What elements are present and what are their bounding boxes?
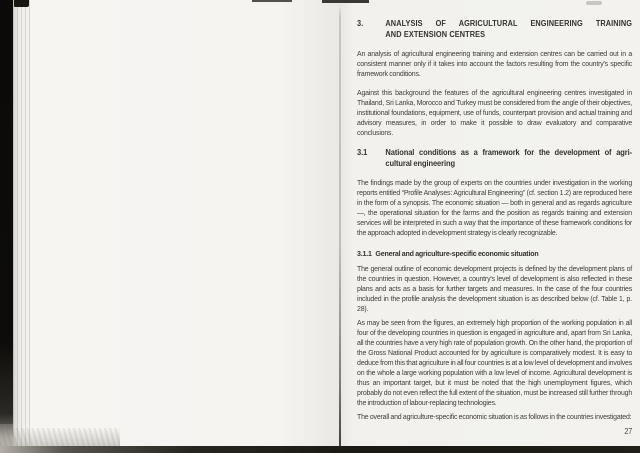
left-page-edge-stack: [13, 0, 31, 447]
paragraph-overall-situation: The overall and agriculture-specific economic situation is as follows in the countries investigated:: [357, 412, 632, 421]
scan-corner-mark: [14, 0, 29, 7]
subsection-number: 3.1.1: [357, 249, 372, 258]
chapter-title-line2: AND EXTENSION CENTRES: [385, 30, 486, 39]
chapter-title: [385, 18, 632, 40]
section-heading-3-1: [357, 147, 632, 169]
paragraph-figures: As may be seen from the figures, an extremely high proportion of the working population in all four of the developing countries in question is engaged in agriculture and, apart from Sri Lanka, all the countries have a very high rate of population growth. On the other hand, the proportion of the Gross National Product accounted for by agriculture is comparatively modest. It is easy to deduce from this that agriculture in all four countries is at a low level of development and involves on the whole a large working population with a low level of income. Agricultural development is thus an important target, but it must be noted that the high unemployment figures, which probably do not even reflect the full extent of the situation, must be increased still further through the introduction of labour-replacing technologies.: [357, 318, 633, 407]
scan-bottom-left-shadow: [0, 428, 120, 446]
paragraph-intro: An analysis of agricultural engineering training and extension centres can be carried out in a consistent manner only if it takes into account the factors resulting from the country's specific framework conditions.: [357, 49, 633, 78]
section-number: 3.1: [357, 148, 368, 157]
scan-top-smudge: [586, 1, 602, 5]
section-title-line2: cultural engineering: [385, 159, 455, 168]
scan-top-artifact-right: [322, 0, 369, 3]
paragraph-development-plans: The general outline of economic development projects is defined by the development plans of the countries in question. However, a country's level of development is also reflected in these plans and acts as a basis for further targets and measures. In the case of the four countries included in the profile analysis the development situation is as described below (cf. Table 1, p. 28).: [357, 264, 633, 313]
paragraph-background: Against this background the features of the agricultural engineering centres investigated in Thailand, Sri Lanka, Morocco and Turkey must be considered from the angle of their objectives, institutional foundations, equipment, use of funds, counterpart provision and actual training and advisory measures, in order to make it possible to draw evaluatory and comparative conclusions.: [357, 88, 633, 137]
scan-bottom-edge: [0, 446, 640, 453]
chapter-heading: [357, 18, 632, 40]
page-number: 27: [624, 427, 633, 436]
left-blank-page: [31, 0, 339, 447]
text-column: [357, 18, 632, 437]
paragraph-findings: The findings made by the group of experts on the countries under investigation in the working reports entitled “Profile Analyses: Agricultural Engineering” (cf. section 1.2) are reproduced here in the form of a synopsis. The economic situation — both in general and as regards agriculture —, the operational situation for the farms and the position as regards training and extension services will be interpreted in such a way that the importance of these framework conditions for the approach adopted in development strategy is clearly recognizable.: [357, 178, 633, 237]
subsection-heading-3-1-1: [357, 249, 632, 259]
subsection-title: General and agriculture-specific economic situation: [375, 249, 539, 258]
chapter-number: 3.: [357, 19, 364, 28]
scan-top-artifact-left: [252, 0, 292, 2]
section-title-line1: National conditions as a framework for the development of agri-: [385, 148, 633, 157]
section-title: [385, 147, 632, 169]
chapter-title-line1: ANALYSIS OF AGRICULTURAL ENGINEERING TRAINING: [385, 19, 633, 28]
scan-background-strip: [0, 0, 13, 426]
